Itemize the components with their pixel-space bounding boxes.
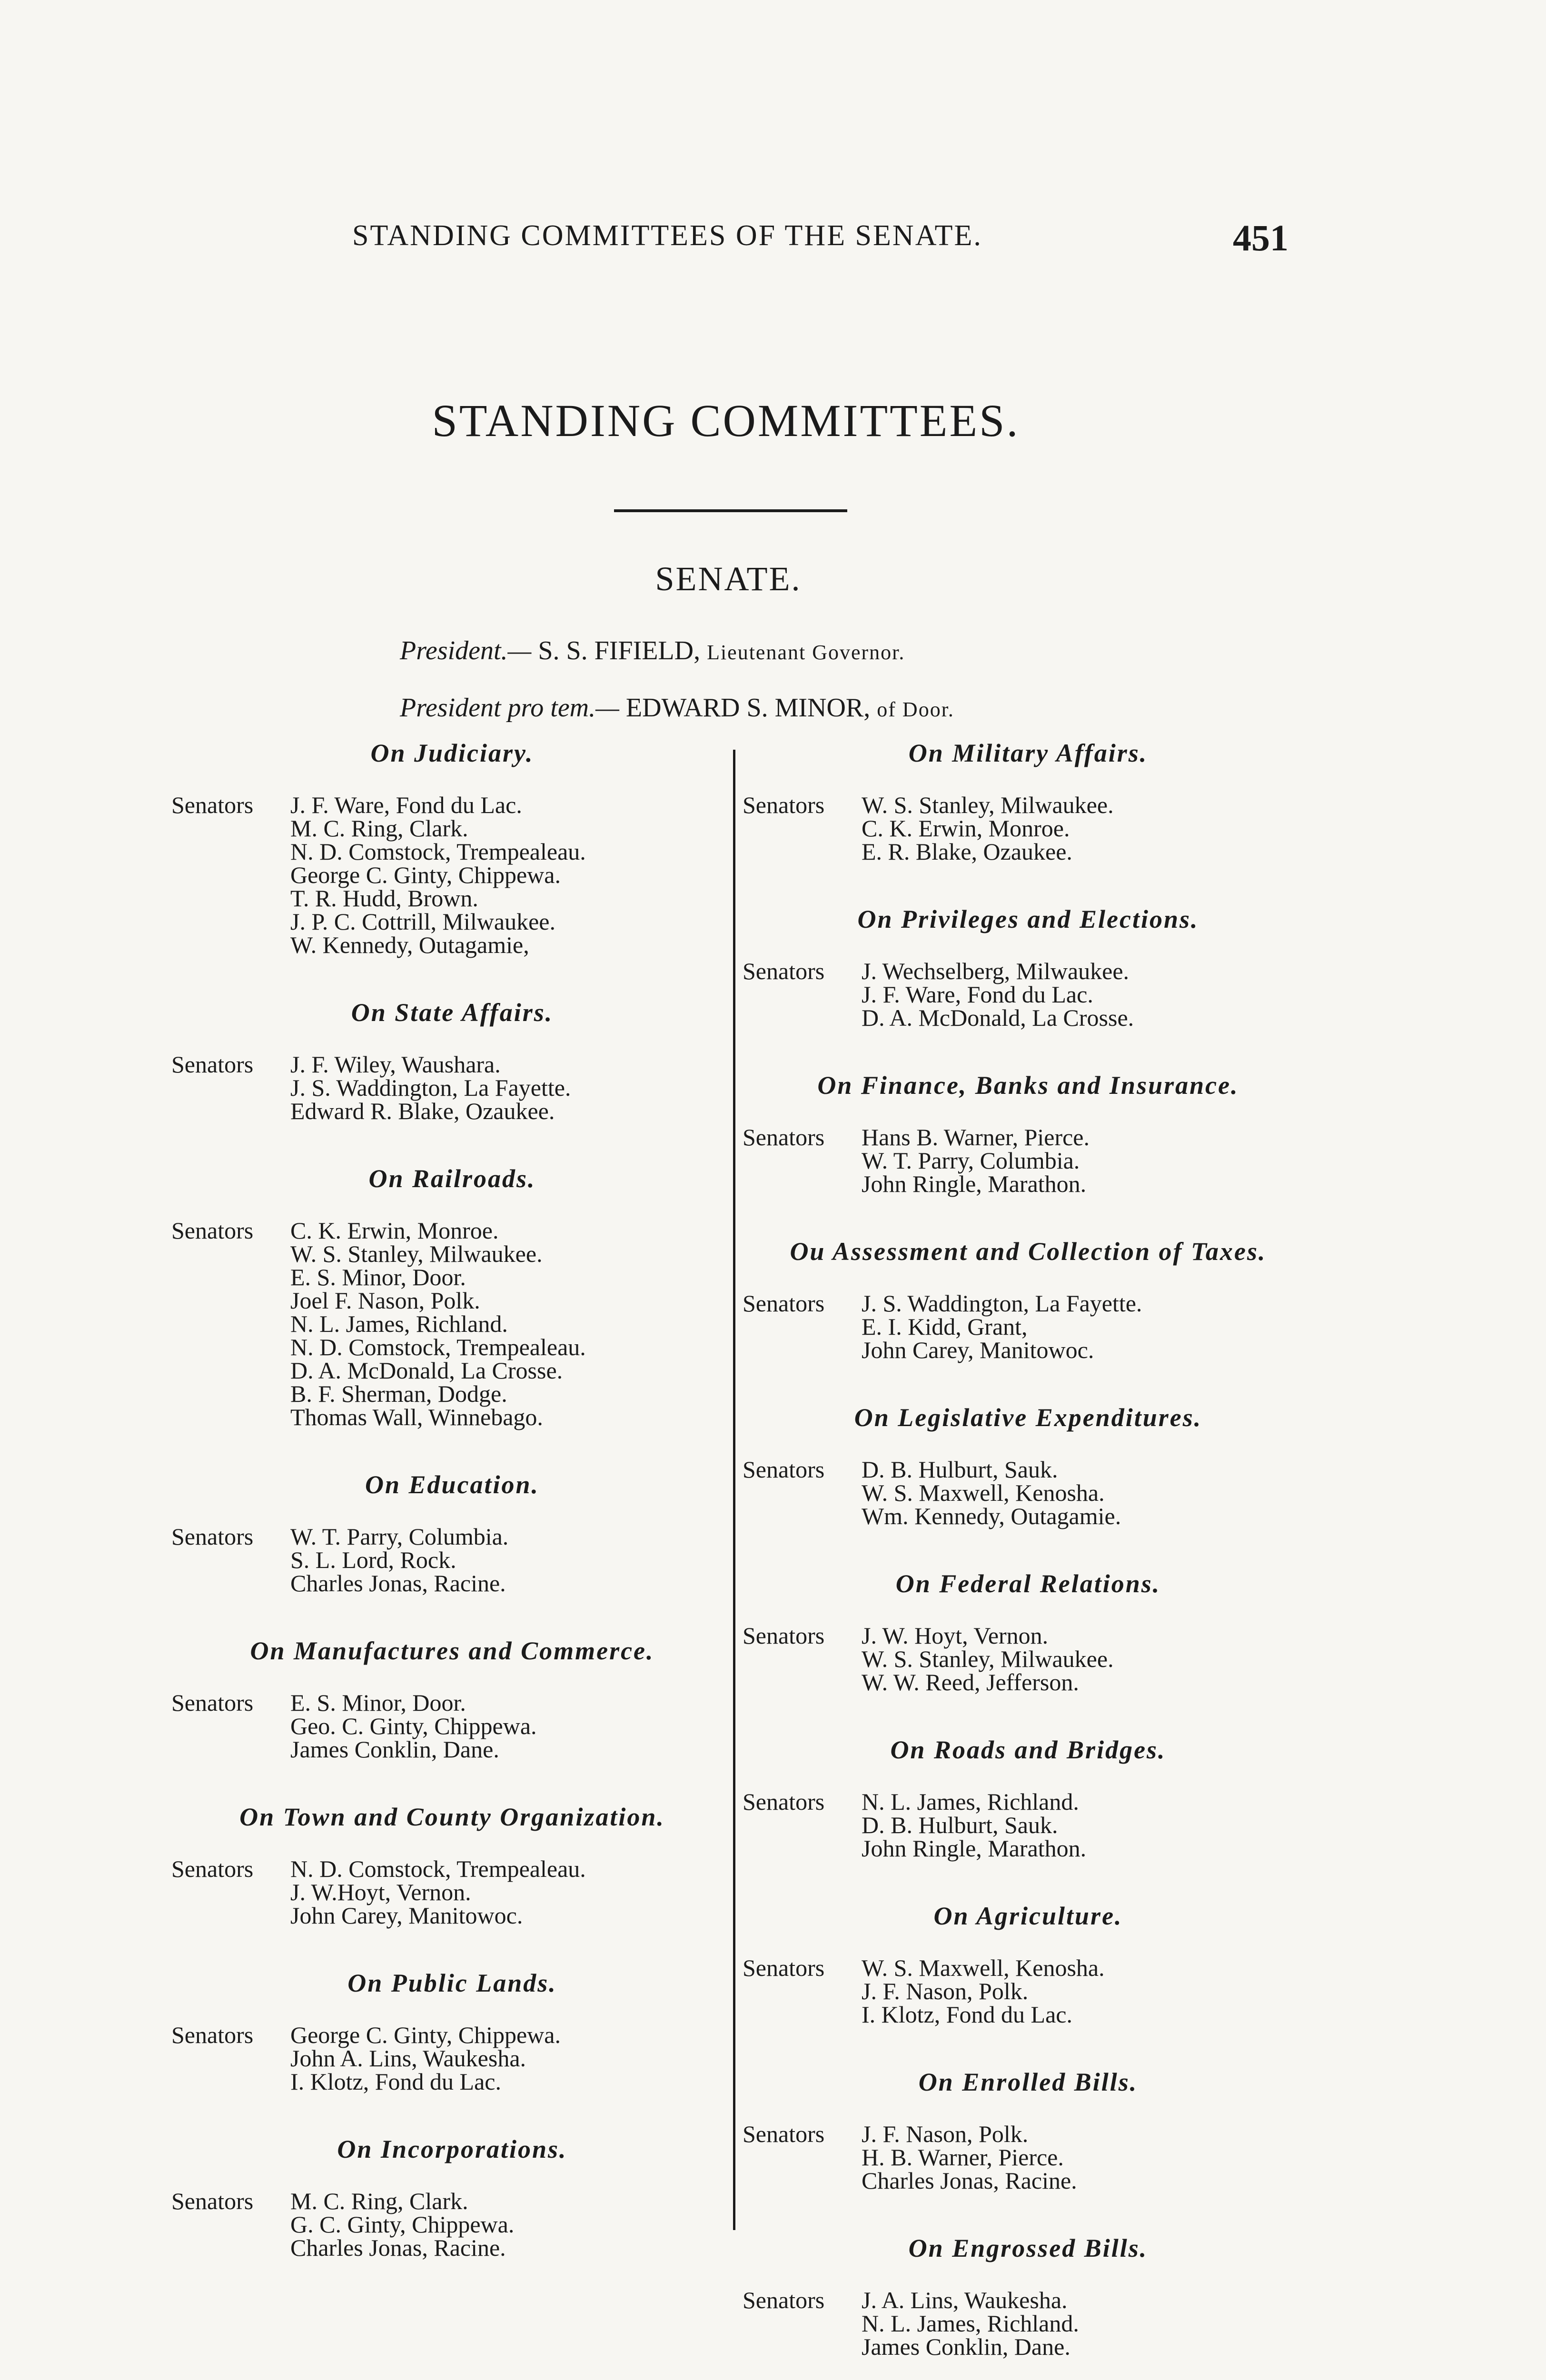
committee-heading: On Manufactures and Commerce. — [250, 1636, 654, 1665]
member-name: D. B. Hulburt, Sauk. — [862, 1812, 1058, 1838]
member-name: J. F. Nason, Polk. — [862, 1978, 1029, 2004]
committee-railroads — [171, 1166, 733, 1429]
member-name: Wm. Kennedy, Outagamie. — [862, 1503, 1121, 1529]
committee-heading: On Finance, Banks and Insurance. — [817, 1071, 1239, 1100]
member-name: Geo. C. Ginty, Chippewa. — [290, 1713, 537, 1739]
member-list — [743, 1624, 1314, 1694]
member-name: Joel F. Nason, Polk. — [290, 1287, 480, 1314]
member-name: N. D. Comstock, Trempealeau. — [290, 1855, 586, 1882]
member-name: George C. Ginty, Chippewa. — [290, 862, 561, 888]
committee-assessment-and-collection-of-taxes — [743, 1239, 1314, 1362]
member-list — [743, 793, 1314, 863]
committee-heading: On Military Affairs. — [908, 739, 1148, 767]
committee-heading: On State Affairs. — [351, 998, 554, 1027]
committee-heading: On Engrossed Bills. — [908, 2234, 1148, 2262]
member-list — [743, 1790, 1314, 1860]
committee-heading: On Privileges and Elections. — [857, 905, 1199, 933]
officer-name: S. S. FIFIELD, — [538, 636, 701, 665]
senators-label: Senators — [171, 2022, 254, 2048]
member-name: T. R. Hudd, Brown. — [290, 885, 478, 912]
member-name: D. A. McDonald, La Crosse. — [862, 1004, 1134, 1031]
member-list — [171, 1053, 733, 1123]
member-name: E. I. Kidd, Grant, — [862, 1313, 1028, 1340]
left-column — [171, 740, 733, 2302]
member-name: E. R. Blake, Ozaukee. — [862, 838, 1072, 865]
page-title: STANDING COMMITTEES. — [432, 395, 1020, 446]
member-name: N. L. James, Richland. — [862, 1788, 1079, 1815]
committee-incorporations — [171, 2136, 733, 2260]
senators-label: Senators — [743, 1456, 825, 1483]
officer-detail: of Door. — [877, 698, 954, 721]
officer-detail: Lieutenant Governor. — [707, 641, 905, 664]
member-name: J. A. Lins, Waukesha. — [862, 2287, 1068, 2313]
member-name: J. F. Ware, Fond du Lac. — [290, 792, 522, 818]
committee-state-affairs — [171, 1000, 733, 1123]
member-list — [743, 1126, 1314, 1196]
committee-enrolled-bills — [743, 2069, 1314, 2192]
member-name: J. W.Hoyt, Vernon. — [290, 1879, 471, 1905]
committee-heading: On Legislative Expenditures. — [854, 1403, 1202, 1432]
senators-label: Senators — [743, 792, 825, 818]
member-name: Charles Jonas, Racine. — [862, 2167, 1077, 2194]
committee-privileges-and-elections — [743, 906, 1314, 1030]
senators-label: Senators — [171, 792, 254, 818]
member-name: I. Klotz, Fond du Lac. — [290, 2068, 501, 2095]
committee-education — [171, 1472, 733, 1595]
member-name: J. S. Waddington, La Fayette. — [290, 1074, 571, 1101]
member-name: B. F. Sherman, Dodge. — [290, 1380, 507, 1407]
senators-label: Senators — [743, 958, 825, 984]
member-name: W. W. Reed, Jefferson. — [862, 1669, 1079, 1696]
committee-legislative-expenditures — [743, 1405, 1314, 1528]
running-head: STANDING COMMITTEES OF THE SENATE. — [352, 219, 982, 252]
senators-label: Senators — [171, 1523, 254, 1550]
member-list — [743, 1956, 1314, 2026]
senators-label: Senators — [743, 1124, 825, 1150]
member-name: John Ringle, Marathon. — [862, 1170, 1087, 1197]
member-name: N. D. Comstock, Trempealeau. — [290, 838, 586, 865]
member-name: J. F. Ware, Fond du Lac. — [862, 981, 1093, 1008]
member-name: D. A. McDonald, La Crosse. — [290, 1357, 563, 1384]
member-name: H. B. Warner, Pierce. — [862, 2144, 1064, 2171]
senators-label: Senators — [743, 1290, 825, 1317]
right-column — [743, 740, 1314, 2380]
member-name: W. S. Stanley, Milwaukee. — [862, 792, 1114, 818]
committee-heading: On Education. — [365, 1470, 540, 1499]
committee-heading: Ou Assessment and Collection of Taxes. — [790, 1237, 1267, 1266]
member-list — [171, 1525, 733, 1595]
committee-roads-and-bridges — [743, 1737, 1314, 1860]
president-pro-tem-line — [400, 693, 954, 723]
committee-agriculture — [743, 1903, 1314, 2026]
member-name: N. L. James, Richland. — [862, 2310, 1079, 2337]
committee-finance-banks-and-insurance — [743, 1072, 1314, 1196]
member-name: E. S. Minor, Door. — [290, 1689, 466, 1716]
member-name: James Conklin, Dane. — [862, 2333, 1070, 2360]
member-list — [743, 1458, 1314, 1528]
member-name: J. F. Nason, Polk. — [862, 2121, 1029, 2147]
member-name: W. T. Parry, Columbia. — [862, 1147, 1080, 1174]
page-number: 451 — [1233, 217, 1288, 258]
member-name: D. B. Hulburt, Sauk. — [862, 1456, 1058, 1483]
senators-label: Senators — [743, 1954, 825, 1981]
column-divider — [733, 750, 735, 2230]
member-list — [743, 2122, 1314, 2192]
member-name: W. S. Stanley, Milwaukee. — [862, 1646, 1114, 1672]
member-name: George C. Ginty, Chippewa. — [290, 2022, 561, 2048]
senators-label: Senators — [171, 1217, 254, 1244]
member-list — [171, 2023, 733, 2093]
senators-label: Senators — [743, 1622, 825, 1649]
member-name: W. Kennedy, Outagamie, — [290, 932, 529, 958]
member-name: J. P. C. Cottrill, Milwaukee. — [290, 908, 555, 935]
member-name: I. Klotz, Fond du Lac. — [862, 2001, 1072, 2028]
member-name: S. L. Lord, Rock. — [290, 1547, 456, 1573]
committee-military-affairs — [743, 740, 1314, 863]
member-name: M. C. Ring, Clark. — [290, 815, 468, 842]
committee-heading: On Enrolled Bills. — [918, 2068, 1138, 2096]
member-list — [171, 1219, 733, 1429]
committee-heading: On Judiciary. — [370, 739, 534, 767]
officer-name: EDWARD S. MINOR, — [625, 693, 871, 723]
member-name: W. T. Parry, Columbia. — [290, 1523, 509, 1550]
chamber-heading: SENATE. — [655, 560, 802, 598]
senators-label: Senators — [743, 2287, 825, 2313]
member-name: John Carey, Manitowoc. — [290, 1902, 523, 1929]
committee-heading: On Public Lands. — [347, 1969, 557, 1997]
officer-role: President.— — [400, 636, 532, 665]
committee-town-and-county-organization — [171, 1804, 733, 1927]
member-name: C. K. Erwin, Monroe. — [862, 815, 1070, 842]
committee-heading: On Agriculture. — [933, 1902, 1123, 1930]
president-line — [400, 635, 905, 666]
member-list — [171, 1691, 733, 1761]
member-name: Hans B. Warner, Pierce. — [862, 1124, 1090, 1150]
senators-label: Senators — [171, 1689, 254, 1716]
member-list — [743, 1292, 1314, 1362]
senators-label: Senators — [171, 1051, 254, 1078]
senators-label: Senators — [171, 2188, 254, 2214]
member-name: John A. Lins, Waukesha. — [290, 2045, 526, 2072]
member-name: M. C. Ring, Clark. — [290, 2188, 468, 2214]
member-name: J. F. Wiley, Waushara. — [290, 1051, 501, 1078]
member-name: N. L. James, Richland. — [290, 1310, 508, 1337]
committee-engrossed-bills — [743, 2235, 1314, 2359]
member-name: John Ringle, Marathon. — [862, 1835, 1087, 1862]
title-divider — [614, 509, 847, 512]
member-name: J. S. Waddington, La Fayette. — [862, 1290, 1142, 1317]
senators-label: Senators — [743, 2121, 825, 2147]
committee-heading: On Town and County Organization. — [239, 1803, 665, 1831]
member-name: Edward R. Blake, Ozaukee. — [290, 1098, 555, 1124]
member-name: Charles Jonas, Racine. — [290, 1570, 506, 1597]
senators-label: Senators — [171, 1855, 254, 1882]
member-name: J. W. Hoyt, Vernon. — [862, 1622, 1049, 1649]
committee-heading: On Roads and Bridges. — [890, 1735, 1166, 1764]
member-name: E. S. Minor, Door. — [290, 1264, 466, 1290]
member-list — [171, 1857, 733, 1927]
member-list — [743, 2289, 1314, 2359]
committee-manufactures-and-commerce — [171, 1638, 733, 1761]
committee-heading: On Railroads. — [368, 1164, 536, 1193]
committee-heading: On Incorporations. — [337, 2135, 567, 2163]
member-name: Thomas Wall, Winnebago. — [290, 1404, 543, 1430]
committee-public-lands — [171, 1970, 733, 2093]
member-list — [743, 960, 1314, 1030]
member-name: James Conklin, Dane. — [290, 1736, 499, 1763]
member-name: John Carey, Manitowoc. — [862, 1337, 1094, 1363]
member-name: Charles Jonas, Racine. — [290, 2234, 506, 2261]
member-list — [171, 793, 733, 957]
member-name: W. S. Maxwell, Kenosha. — [862, 1479, 1105, 1506]
member-name: C. K. Erwin, Monroe. — [290, 1217, 499, 1244]
committee-judiciary — [171, 740, 733, 957]
senators-label: Senators — [743, 1788, 825, 1815]
committee-heading: On Federal Relations. — [895, 1569, 1161, 1598]
committee-federal-relations — [743, 1571, 1314, 1694]
member-list — [171, 2190, 733, 2260]
member-name: J. Wechselberg, Milwaukee. — [862, 958, 1130, 984]
officer-role: President pro tem.— — [400, 693, 619, 723]
member-name: G. C. Ginty, Chippewa. — [290, 2211, 515, 2238]
member-name: W. S. Stanley, Milwaukee. — [290, 1240, 543, 1267]
member-name: N. D. Comstock, Trempealeau. — [290, 1334, 586, 1360]
member-name: W. S. Maxwell, Kenosha. — [862, 1954, 1105, 1981]
